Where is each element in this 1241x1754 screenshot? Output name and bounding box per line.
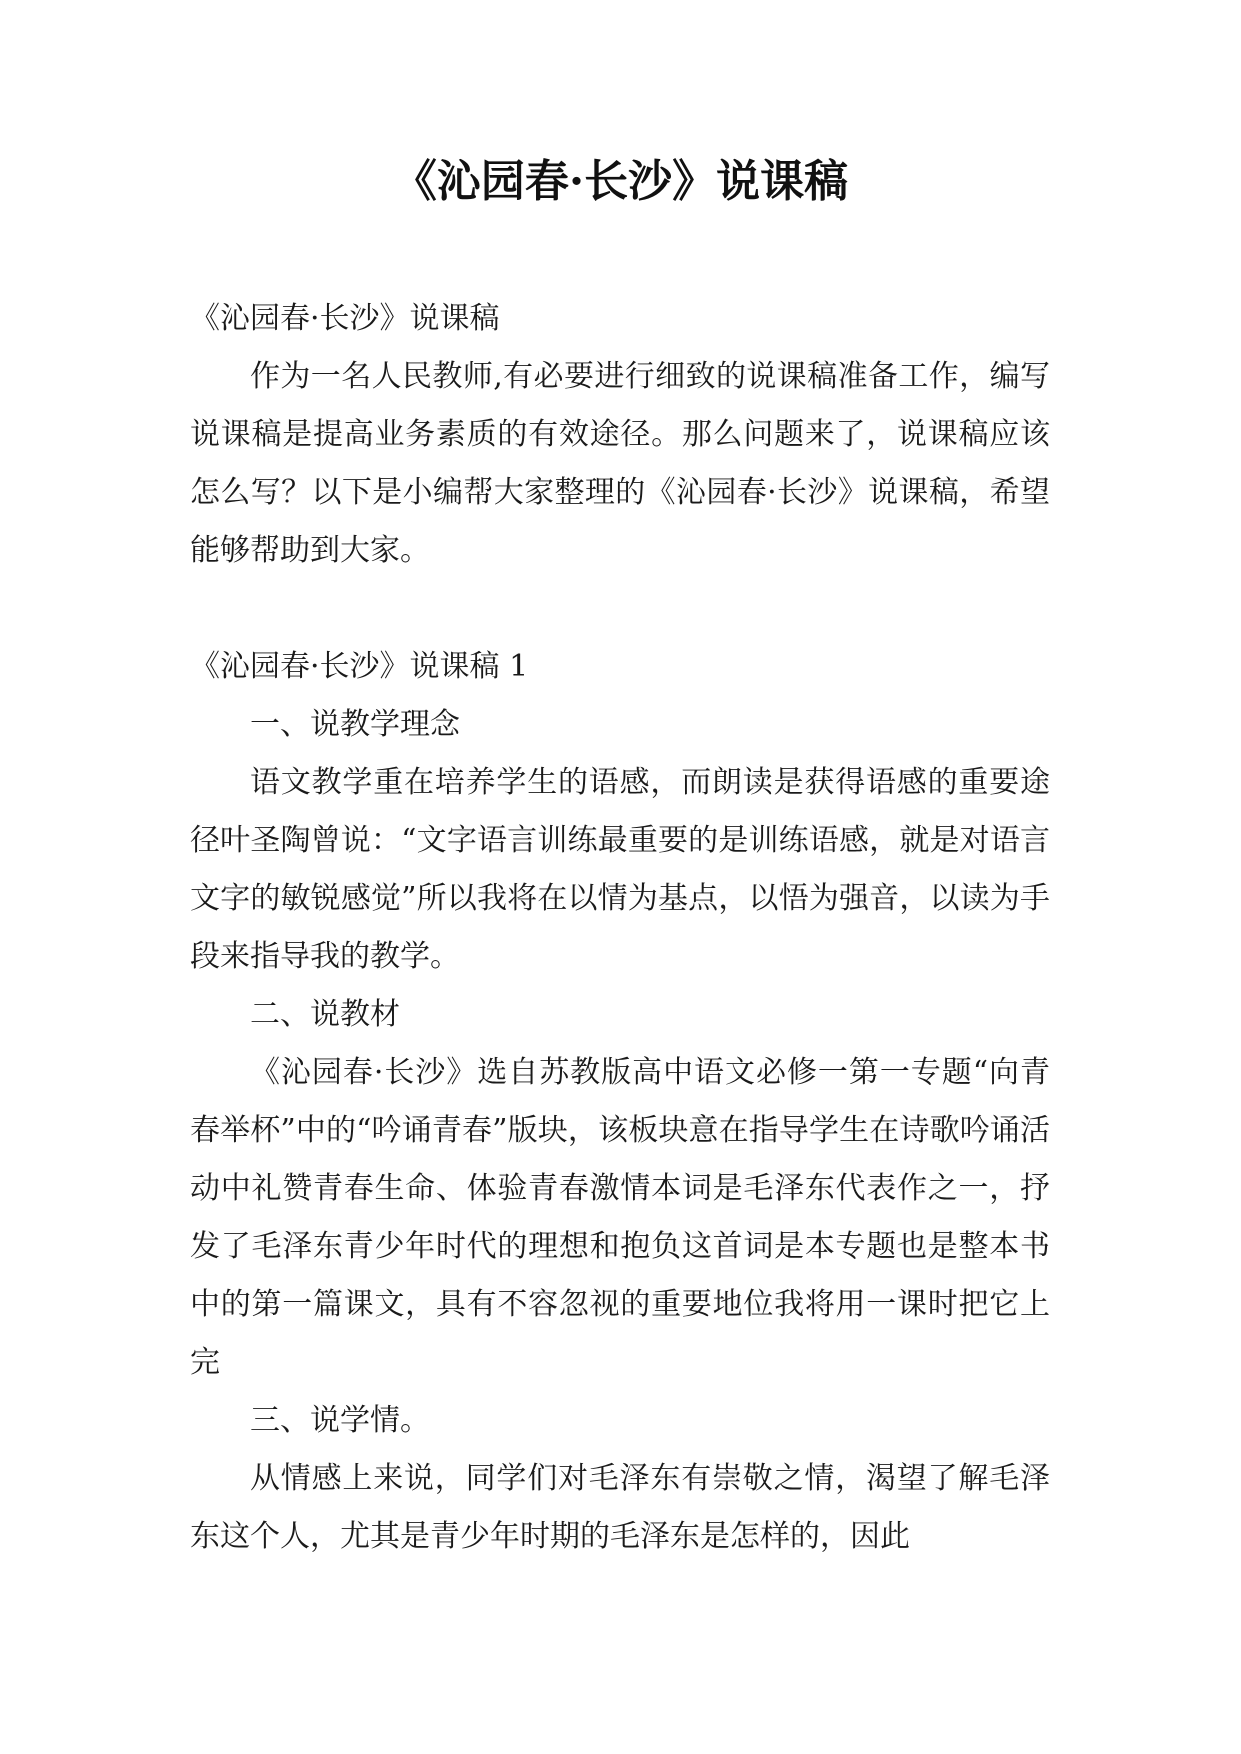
paragraph: 《沁园春·长沙》选自苏教版高中语文必修一第一专题“向青春举杯”中的“吟诵青春”版块，该板块意在指导学生在诗歌吟诵活动中礼赞青春生命、体验青春激情本词是毛泽东代表作之一，抒发了毛泽东青少年时代的理想和抱负这首词是本专题也是整本书中的第一篇课文，具有不容忽视的重要地位我将用一课时把它上完 [190, 1055, 1050, 1380]
paragraph: 三、说学情。 [250, 1403, 430, 1438]
paragraph: 一、说教学理念 [250, 707, 460, 742]
paragraph: 二、说教材 [250, 997, 400, 1032]
paragraph: 语文教学重在培养学生的语感，而朗读是获得语感的重要途径叶圣陶曾说：“文字语言训练最重要的是训练语感，就是对语言文字的敏锐感觉”所以我将在以情为基点，以悟为强音，以读为手段来指导我的教学。 [190, 765, 1050, 974]
document-title: 《沁园春·长沙》说课稿 [392, 156, 849, 207]
paragraph: 从情感上来说，同学们对毛泽东有崇敬之情，渴望了解毛泽东这个人，尤其是青少年时期的毛泽东是怎样的，因此 [190, 1461, 1050, 1554]
document-body [190, 290, 1050, 1566]
paragraph: 作为一名人民教师,有必要进行细致的说课稿准备工作，编写说课稿是提高业务素质的有效途径。那么问题来了，说课稿应该怎么写？以下是小编帮大家整理的《沁园春·长沙》说课稿，希望能够帮助到大家。 [190, 359, 1050, 568]
paragraph: 《沁园春·长沙》说课稿 [190, 301, 500, 336]
paragraph: 《沁园春·长沙》说课稿 1 [190, 649, 529, 684]
